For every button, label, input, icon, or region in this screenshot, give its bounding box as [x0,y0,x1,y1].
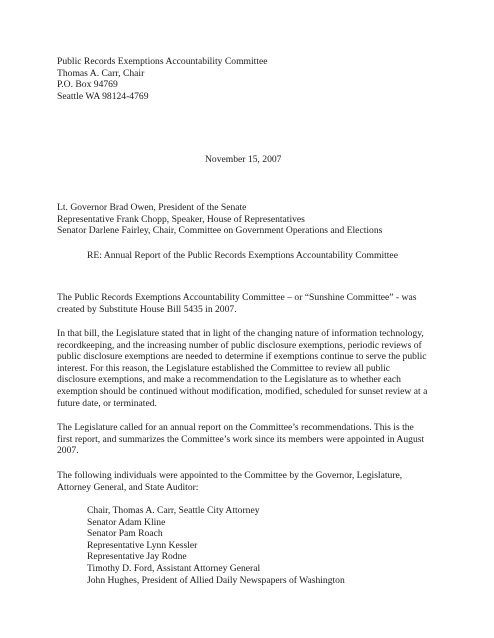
body-paragraph: The Public Records Exemptions Accountability Committee – or “Sunshine Committee” - was created by Substitute House Bill 5435 in 2007. [57,292,417,315]
recipient-line: Lt. Governor Brad Owen, President of the Senate [57,202,247,213]
sender-line: Public Records Exemptions Accountability Committee [57,56,268,67]
list-item: Timothy D. Ford, Assistant Attorney General [87,562,261,574]
sender-address [57,56,268,102]
body-paragraph: The Legislature called for an annual report on the Committee’s recommendations. This is the first report, and summarizes the Committee’s work since its members were appointed in August 2007. [57,422,425,457]
list-item: Senator Adam Kline [87,516,166,528]
recipient-line: Senator Darlene Fairley, Chair, Committee on Government Operations and Elections [57,225,383,237]
body-paragraph: In that bill, the Legislature stated that in light of the changing nature of information technology, recordkeeping, and the increasing number of public disclosure exemptions, periodic reviews of public disclosure exemptions are needed to determine if exemptions continue to serve the public interest. For this reason, the Legislature established the Committee to review all public disclosure exemptions, and make a recommendation to the Legislature as to whether each exemption should be continued without modification, modified, scheduled for sunset review at a future date, or terminated. [57,328,428,409]
list-item: Representative Jay Rodne [87,551,187,563]
list-item: Senator Pam Roach [87,528,163,540]
sender-line: Seattle WA 98124-4769 [57,90,149,102]
sender-line: Thomas A. Carr, Chair [57,67,145,79]
list-item: Representative Lynn Kessler [87,539,198,551]
subject-line: RE: Annual Report of the Public Records Exemptions Accountability Committee [87,250,398,261]
letter-date: November 15, 2007 [205,154,282,165]
member-list [87,505,345,586]
sender-line: P.O. Box 94769 [57,79,118,91]
body-paragraph: The following individuals were appointed to the Committee by the Governor, Legislature, Attorney General, and State Auditor: [57,470,403,493]
list-item: Chair, Thomas A. Carr, Seattle City Attorney [87,505,260,516]
list-item: John Hughes, President of Allied Daily Newspapers of Washington [87,574,345,586]
recipient-block [57,202,382,237]
recipient-line: Representative Frank Chopp, Speaker, House of Representatives [57,213,305,225]
